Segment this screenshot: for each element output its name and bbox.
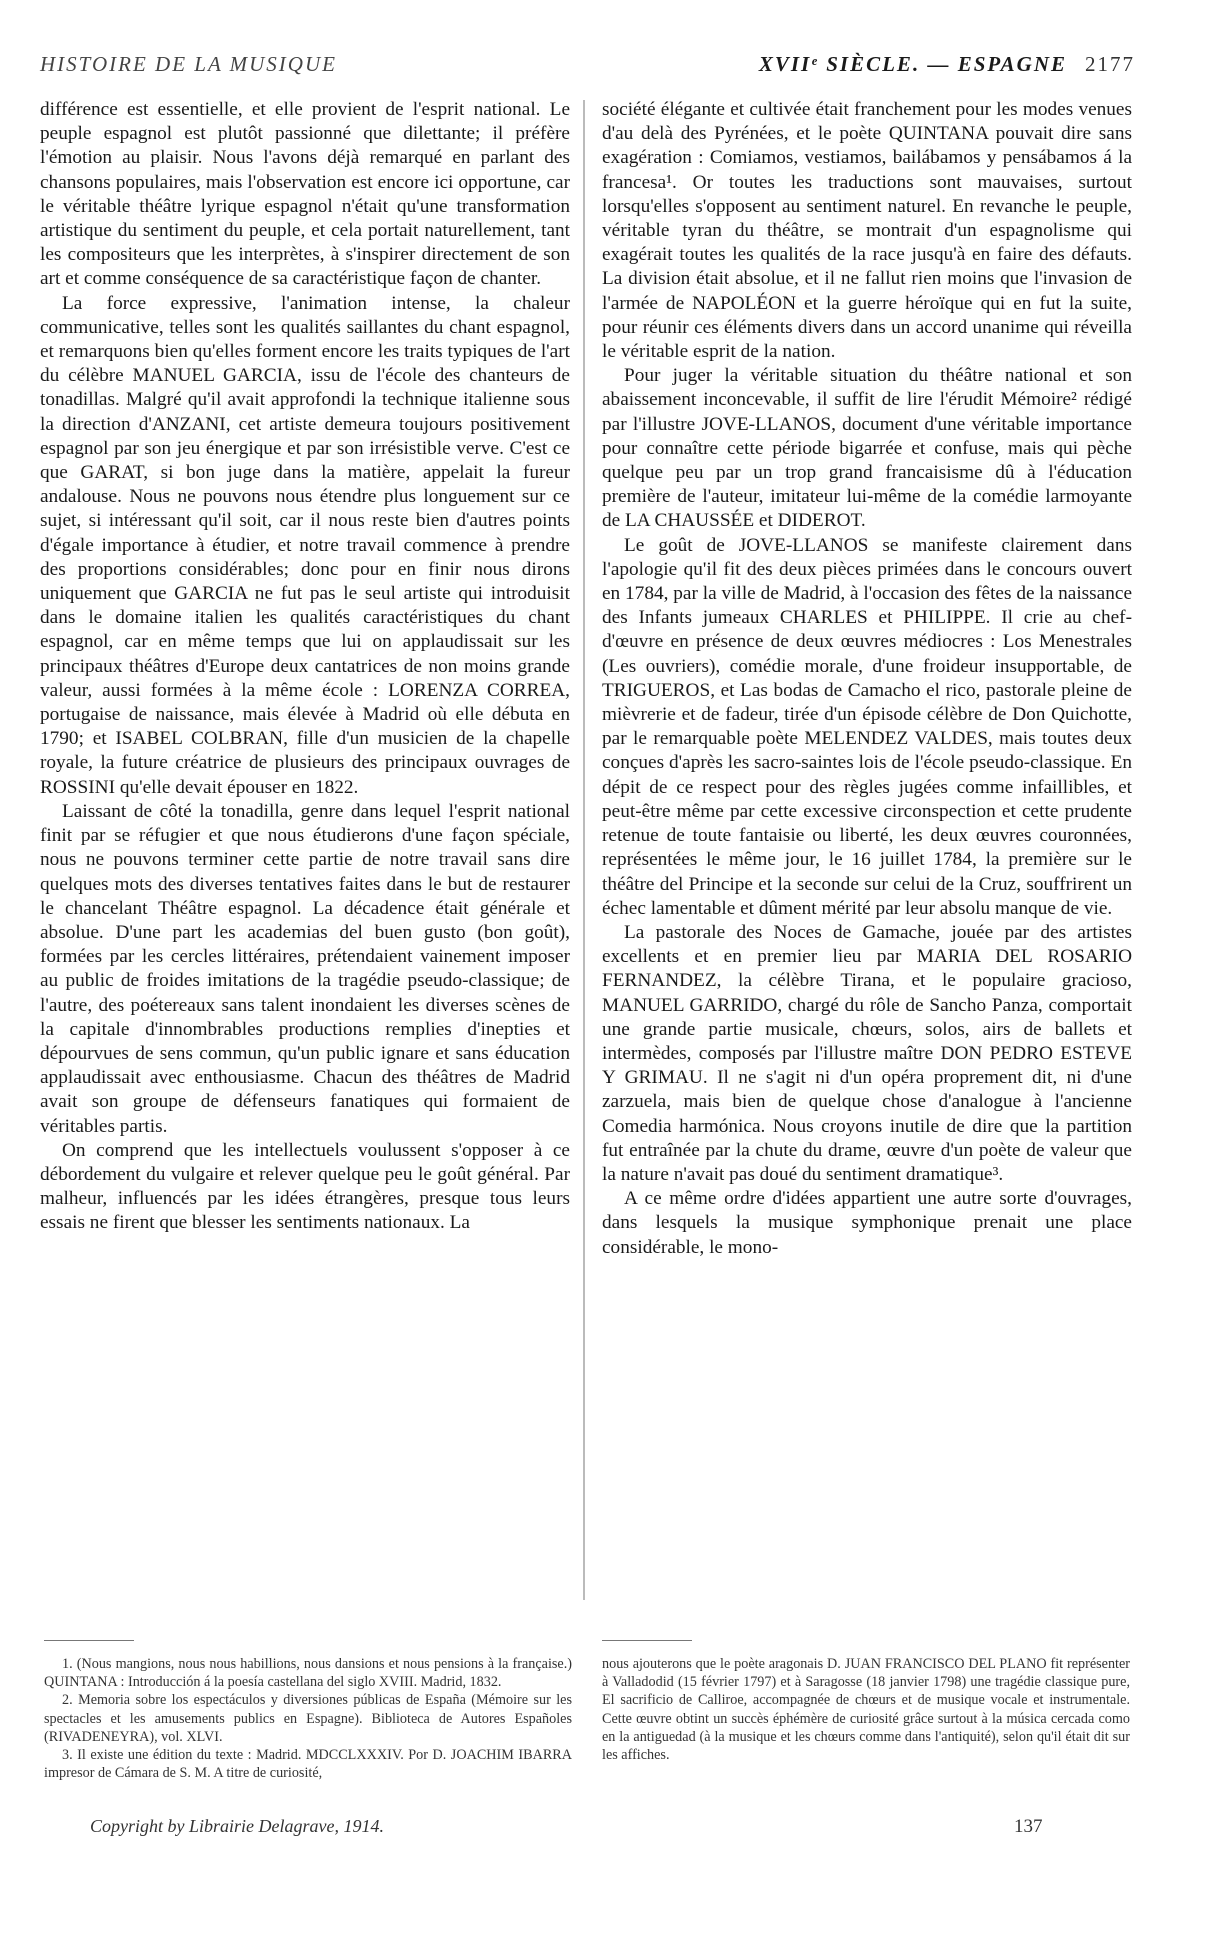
header-book-title: HISTOIRE DE LA MUSIQUE [40, 52, 337, 76]
footnote: 2. Memoria sobre los espectáculos y diversiones públicas de España (Mémoire sur les spectacles et les amusements publics en Espagne). Biblioteca de Autores Españoles (RIVADENEYRA), vol. XLVI. [44, 1692, 572, 1745]
right-column [602, 98, 1132, 1260]
column-divider [583, 100, 585, 1600]
paragraph: Pour juger la véritable situation du théâtre national et son abaissement inconcevable, il suffit de lire l'érudit Mémoire² rédigé par l'illustre JOVE-LLANOS, document d'une véritable importance pour connaître cette période bigarrée et confuse, mais qui pèche quelque peu par un trop grand francaisisme dû à l'éducation première de l'auteur, imitateur lui-même de la comédie larmoyante de LA CHAUSSÉE et DIDEROT. [602, 365, 1132, 532]
paragraph: Laissant de côté la tonadilla, genre dans lequel l'esprit national finit par se réfugier et que nous étudierons d'une façon spéciale, nous ne pouvons terminer cette partie de notre travail sans dire quelques mots des diverses tentatives faites dans le but de restaurer le chancelant Théâtre espagnol. La décadence était générale et absolue. D'une part les academias del buen gusto (bon goût), formées par les cercles littéraires, prétendaient vainement imposer au public de froides imitations de la tragédie pseudo-classique; de l'autre, des poétereaux sans talent inondaient les diverses scènes de la capitale d'innombrables productions remplies d'inepties et dépourvues de sens commun, qu'un public ignare et sans éducation applaudissait avec enthousiasme. Chacun des théâtres de Madrid avait son groupe de défenseurs fanatiques qui formaient de véritables partis. [40, 800, 570, 1137]
header-page-number: 2177 [1085, 52, 1135, 76]
paragraph: On comprend que les intellectuels voulussent s'opposer à ce débordement du vulgaire et relever quelque peu le goût général. Par malheur, influencés par les idées étrangères, presque tous leurs essais ne firent que blesser les sentiments nationaux. La [40, 1139, 570, 1234]
header-section [759, 52, 1135, 77]
paragraph: La pastorale des Noces de Gamache, jouée par des artistes excellents et en premier lieu par MARIA DEL ROSARIO FERNANDEZ, la célèbre Tirana, et le populaire gracioso, MANUEL GARRIDO, chargé du rôle de Sancho Panza, comportait une grande partie musicale, chœurs, solos, airs de ballets et intermèdes, composés par l'illustre maître DON PEDRO ESTEVE Y GRIMAU. Il ne s'agit ni d'un opéra proprement dit, ni d'une zarzuela, mais bien de quelque chose d'analogue à l'ancienne Comedia harmónica. Nous croyons inutile de dire que la partition fut entraînée par la chute du drame, œuvre d'un poète de valeur que la nature n'avait pas doué du sentiment dramatique³. [602, 921, 1132, 1185]
copyright-line: Copyright by Librairie Delagrave, 1914. [90, 1816, 384, 1836]
header-section-title: XVIIᵉ SIÈCLE. — ESPAGNE [758, 52, 1067, 76]
paragraph: différence est essentielle, et elle provient de l'esprit national. Le peuple espagnol est plutôt passionné que dilettante; il préfère l'émotion au plaisir. Nous l'avons déjà remarqué en parlant des chansons populaires, mais l'observation est encore ici opportune, car le véritable théâtre lyrique espagnol n'était qu'une transformation artistique du sentiment du peuple, et cela portait naturellement, tant les compositeurs que les interprètes, à s'inspirer directement de son art et comme conséquence de sa caractéristique façon de chanter. [40, 99, 570, 290]
running-header [40, 52, 1135, 86]
footnote-rule [602, 1640, 692, 1641]
paragraph: A ce même ordre d'idées appartient une autre sorte d'ouvrages, dans lesquels la musique symphonique prenait une place considérable, le mono- [602, 1188, 1132, 1258]
footer-page-number: 137 [1014, 1816, 1043, 1837]
footnote: 3. Il existe une édition du texte : Madrid. MDCCLXXXIV. Por D. JOACHIM IBARRA impresor de Cámara de S. M. A titre de curiosité, [44, 1747, 572, 1782]
paragraph: société élégante et cultivée était franchement pour les modes venues d'au delà des Pyrénées, et le poète QUINTANA pouvait dire sans exagération : Comiamos, vestiamos, bailábamos y pensábamos á la francesa¹. Or toutes les traductions sont mauvaises, surtout lorsqu'elles s'opposent au sentiment naturel. En revanche le peuple, véritable tyran du théâtre, se montrait d'un espagnolisme qui exagérait toutes les qualités de la race jusqu'à en faire des défauts. La division était absolue, et il ne fallut rien moins que l'invasion de l'armée de NAPOLÉON et la guerre héroïque qui en fut la suite, pour réunir ces éléments divers dans un accord unanime qui réveilla le véritable esprit de la nation. [602, 99, 1132, 363]
footnote-rule [44, 1640, 134, 1641]
footnotes-left [44, 1655, 572, 1782]
footnotes-right [602, 1655, 1130, 1764]
paragraph: Le goût de JOVE-LLANOS se manifeste clairement dans l'apologie qu'il fit des deux pièces primées dans le concours ouvert en 1784, par la ville de Madrid, à l'occasion des fêtes de la naissance des Infants jumeaux CHARLES et PHILIPPE. Il crie au chef-d'œuvre en présence de deux œuvres médiocres : Los Menestrales (Les ouvriers), comédie morale, d'une froideur insupportable, de TRIGUEROS, et Las bodas de Camacho el rico, pastorale pleine de mièvrerie et de fadeur, tirée d'un épisode célèbre de Don Quichotte, par le remarquable poète MELENDEZ VALDES, mais toutes deux conçues d'après les sacro-saintes lois de l'école pseudo-classique. En dépit de ce respect pour des règles jugées comme infaillibles, et peut-être même par cette excessive circonspection et cette prudente retenue de toute fantaisie ou liberté, les deux œuvres couronnées, représentées le même jour, le 16 juillet 1784, la première sur le théâtre del Principe et la seconde sur celui de la Cruz, souffrirent un échec lamentable et dûment mérité par leur absolu manque de vie. [602, 534, 1132, 919]
paragraph: La force expressive, l'animation intense, la chaleur communicative, telles sont les qualités saillantes du chant espagnol, et remarquons bien qu'elles forment encore les traits typiques de l'art du célèbre MANUEL GARCIA, issu de l'école des chanteurs de tonadillas. Malgré qu'il avait approfondi la technique italienne sous la direction d'ANZANI, cet artiste demeura toujours positivement espagnol par son jeu énergique et par son irrésistible verve. C'est ce que GARAT, si bon juge dans la matière, appelait la fureur andalouse. Nous ne pouvons nous étendre plus longuement sur ce sujet, si intéressant qu'il soit, car il nous reste bien d'autres points d'égale importance à étudier, et notre travail commence à prendre des proportions considérables; donc pour en finir nous dirons uniquement que GARCIA ne fut pas le seul artiste qui introduisit dans le domaine italien les qualités caractéristiques du chant espagnol, car en même temps que lui on applaudissait sur les principaux théâtres d'Europe deux cantatrices de non moins grande valeur, aussi formées à la même école : LORENZA CORREA, portugaise de naissance, mais élevée à Madrid où elle débuta en 1790; et ISABEL COLBRAN, fille d'un musicien de la chapelle royale, la future créatrice de plusieurs des principaux ouvrages de ROSSINI qu'elle devait épouser en 1822. [40, 292, 570, 798]
left-column [40, 98, 570, 1236]
footnote: nous ajouterons que le poète aragonais D. JUAN FRANCISCO DEL PLANO fit représenter à Valladodid (15 février 1797) et à Saragosse (18 janvier 1798) une tragédie classique pure, El sacrificio de Calliroe, accompagnée de chœurs et de musique vocale et instrumentale. Cette œuvre obtint un succès éphémère de curiosité grâce surtout à la música cercada como en la antiguedad (à la musique et les chœurs comme dans l'antiquité), selon qu'il était dit sur les affiches. [602, 1656, 1130, 1764]
footnote: 1. (Nous mangions, nous nous habillions, nous dansions et nous pensions à la française.) QUINTANA : Introducción á la poesía castellana del siglo XVIII. Madrid, 1832. [44, 1656, 572, 1691]
